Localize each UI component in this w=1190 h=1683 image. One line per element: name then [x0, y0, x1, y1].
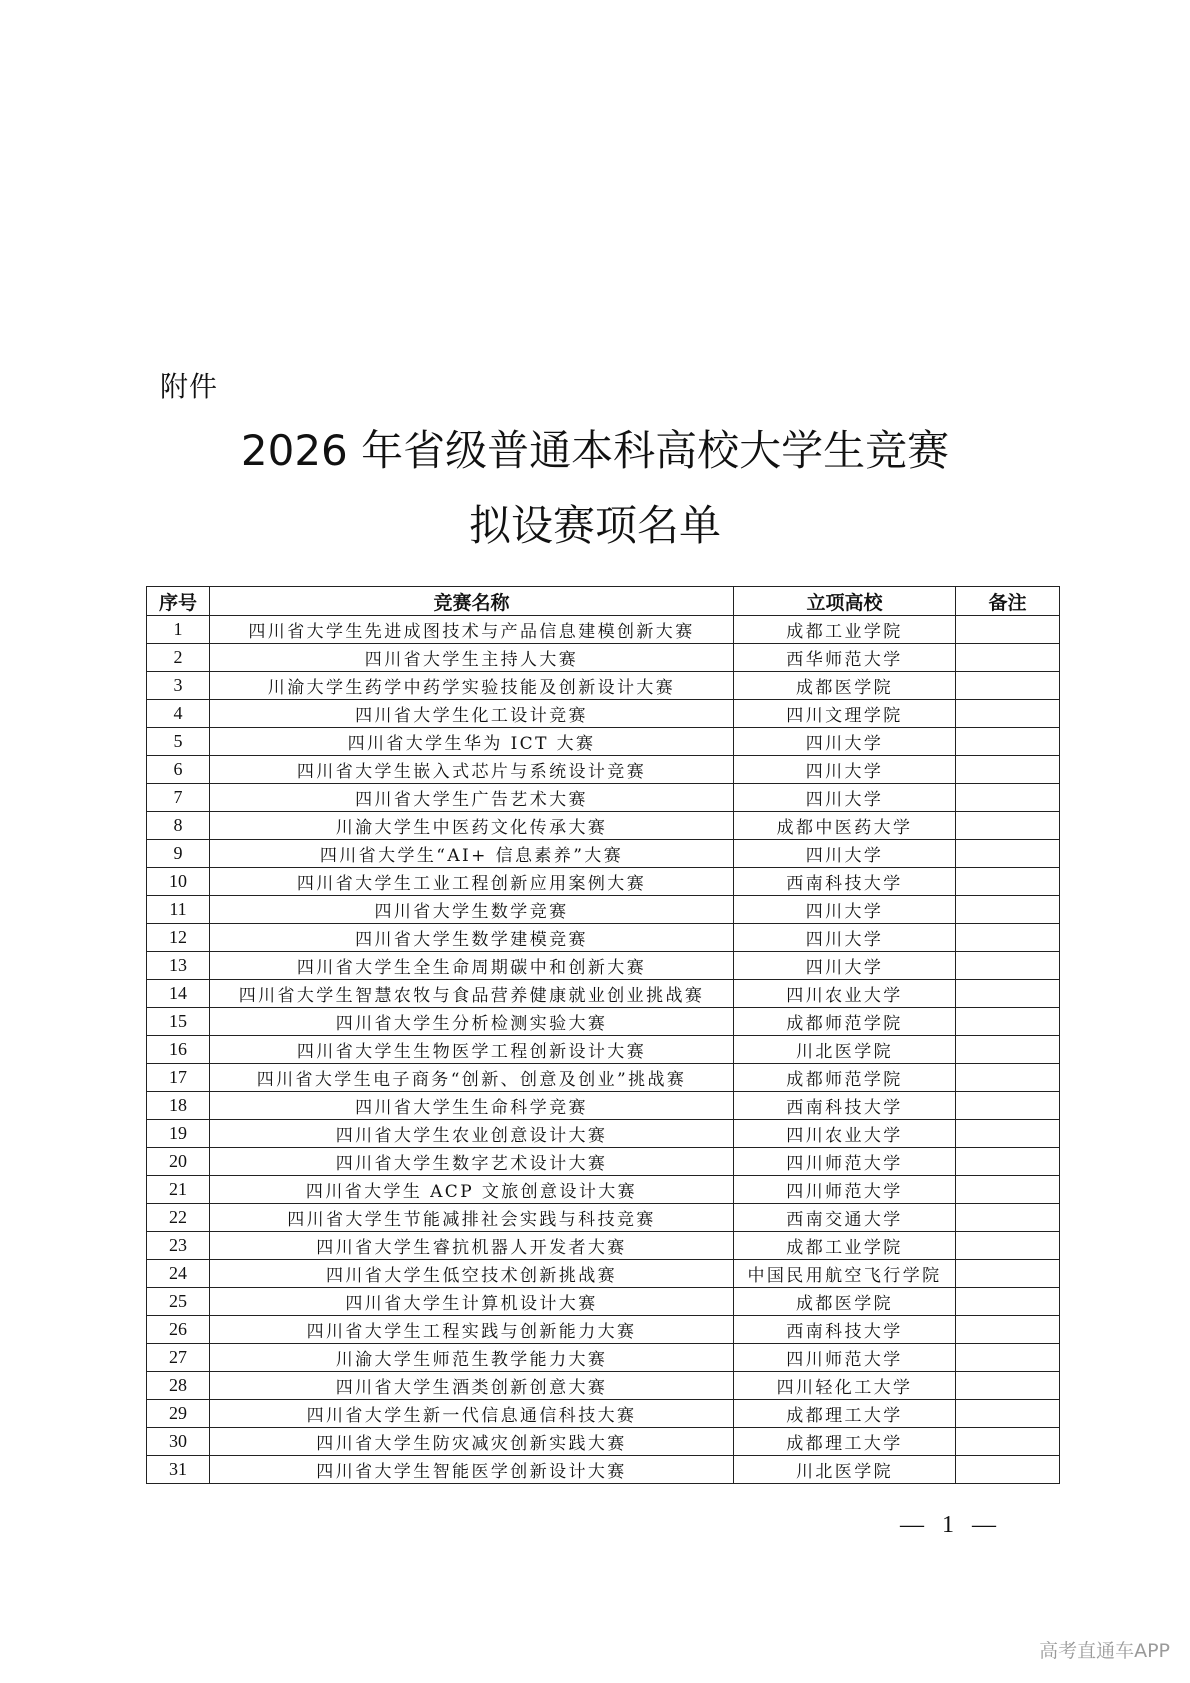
cell-name: 四川省大学生华为 ICT 大赛 — [210, 728, 734, 756]
cell-remark — [956, 840, 1060, 868]
cell-no: 31 — [147, 1456, 210, 1484]
cell-name: 四川省大学生生命科学竞赛 — [210, 1092, 734, 1120]
table-row — [147, 868, 1060, 896]
cell-remark — [956, 1260, 1060, 1288]
cell-school: 西南交通大学 — [734, 1204, 956, 1232]
cell-remark — [956, 1008, 1060, 1036]
table-row — [147, 980, 1060, 1008]
cell-no: 8 — [147, 812, 210, 840]
cell-remark — [956, 1428, 1060, 1456]
cell-name: 四川省大学生防灾减灾创新实践大赛 — [210, 1428, 734, 1456]
document-title-line-2: 拟设赛项名单 — [468, 501, 721, 550]
table-row — [147, 616, 1060, 644]
cell-school: 四川大学 — [734, 924, 956, 952]
cell-no: 12 — [147, 924, 210, 952]
table-row — [147, 812, 1060, 840]
table-header-row — [147, 587, 1060, 616]
cell-remark — [956, 1204, 1060, 1232]
cell-remark — [956, 756, 1060, 784]
cell-school: 成都理工大学 — [734, 1400, 956, 1428]
cell-no: 13 — [147, 952, 210, 980]
table-row — [147, 700, 1060, 728]
cell-no: 23 — [147, 1232, 210, 1260]
table-row — [147, 1008, 1060, 1036]
cell-school: 成都中医药大学 — [734, 812, 956, 840]
cell-name: 四川省大学生睿抗机器人开发者大赛 — [210, 1232, 734, 1260]
cell-school: 成都理工大学 — [734, 1428, 956, 1456]
cell-name: 四川省大学生节能减排社会实践与科技竞赛 — [210, 1204, 734, 1232]
cell-no: 2 — [147, 644, 210, 672]
table-row — [147, 1456, 1060, 1484]
cell-name: 川渝大学生药学中药学实验技能及创新设计大赛 — [210, 672, 734, 700]
cell-school: 成都医学院 — [734, 672, 956, 700]
cell-no: 14 — [147, 980, 210, 1008]
cell-name: 四川省大学生智慧农牧与食品营养健康就业创业挑战赛 — [210, 980, 734, 1008]
table-row — [147, 1372, 1060, 1400]
cell-name: 四川省大学生主持人大赛 — [210, 644, 734, 672]
cell-remark — [956, 1036, 1060, 1064]
cell-remark — [956, 868, 1060, 896]
cell-school: 成都工业学院 — [734, 616, 956, 644]
cell-no: 10 — [147, 868, 210, 896]
cell-school: 成都工业学院 — [734, 1232, 956, 1260]
cell-no: 29 — [147, 1400, 210, 1428]
cell-name: 四川省大学生先进成图技术与产品信息建模创新大赛 — [210, 616, 734, 644]
cell-name: 四川省大学生数学竞赛 — [210, 896, 734, 924]
cell-school: 中国民用航空飞行学院 — [734, 1260, 956, 1288]
cell-name: 四川省大学生 ACP 文旅创意设计大赛 — [210, 1176, 734, 1204]
table-row — [147, 1428, 1060, 1456]
table-row — [147, 1148, 1060, 1176]
document-title-line-1: 2026 年省级普通本科高校大学生竞赛 — [240, 426, 950, 475]
header-remark: 备注 — [956, 587, 1060, 616]
table-row — [147, 1232, 1060, 1260]
cell-no: 24 — [147, 1260, 210, 1288]
cell-remark — [956, 1456, 1060, 1484]
cell-no: 1 — [147, 616, 210, 644]
cell-no: 30 — [147, 1428, 210, 1456]
cell-no: 20 — [147, 1148, 210, 1176]
header-no: 序号 — [147, 587, 210, 616]
cell-school: 四川大学 — [734, 952, 956, 980]
table-row — [147, 1120, 1060, 1148]
cell-no: 6 — [147, 756, 210, 784]
cell-school: 西南科技大学 — [734, 1316, 956, 1344]
cell-name: 四川省大学生化工设计竞赛 — [210, 700, 734, 728]
table-row — [147, 1288, 1060, 1316]
cell-remark — [956, 1064, 1060, 1092]
attachment-label: 附件 — [160, 370, 219, 403]
cell-school: 四川轻化工大学 — [734, 1372, 956, 1400]
cell-name: 四川省大学生低空技术创新挑战赛 — [210, 1260, 734, 1288]
cell-remark — [956, 700, 1060, 728]
cell-remark — [956, 924, 1060, 952]
table-row — [147, 952, 1060, 980]
cell-no: 5 — [147, 728, 210, 756]
cell-no: 16 — [147, 1036, 210, 1064]
header-school: 立项高校 — [734, 587, 956, 616]
cell-school: 西南科技大学 — [734, 1092, 956, 1120]
cell-school: 四川大学 — [734, 840, 956, 868]
cell-no: 3 — [147, 672, 210, 700]
cell-remark — [956, 1092, 1060, 1120]
cell-school: 四川师范大学 — [734, 1176, 956, 1204]
cell-school: 成都师范学院 — [734, 1008, 956, 1036]
cell-name: 四川省大学生农业创意设计大赛 — [210, 1120, 734, 1148]
table-row — [147, 896, 1060, 924]
cell-school: 四川文理学院 — [734, 700, 956, 728]
cell-school: 四川农业大学 — [734, 1120, 956, 1148]
cell-name: 川渝大学生师范生教学能力大赛 — [210, 1344, 734, 1372]
table-row — [147, 1036, 1060, 1064]
table-body — [147, 616, 1060, 1484]
table-row — [147, 784, 1060, 812]
cell-school: 四川师范大学 — [734, 1344, 956, 1372]
cell-no: 26 — [147, 1316, 210, 1344]
cell-school: 川北医学院 — [734, 1036, 956, 1064]
cell-no: 17 — [147, 1064, 210, 1092]
cell-name: 四川省大学生智能医学创新设计大赛 — [210, 1456, 734, 1484]
cell-school: 西南科技大学 — [734, 868, 956, 896]
cell-name: 四川省大学生全生命周期碳中和创新大赛 — [210, 952, 734, 980]
cell-no: 19 — [147, 1120, 210, 1148]
cell-school: 四川师范大学 — [734, 1148, 956, 1176]
cell-name: 四川省大学生新一代信息通信科技大赛 — [210, 1400, 734, 1428]
header-name: 竞赛名称 — [210, 587, 734, 616]
cell-no: 28 — [147, 1372, 210, 1400]
cell-remark — [956, 812, 1060, 840]
cell-no: 4 — [147, 700, 210, 728]
cell-remark — [956, 1344, 1060, 1372]
table-row — [147, 1064, 1060, 1092]
cell-school: 四川大学 — [734, 728, 956, 756]
cell-remark — [956, 952, 1060, 980]
cell-school: 四川大学 — [734, 784, 956, 812]
cell-remark — [956, 896, 1060, 924]
cell-no: 15 — [147, 1008, 210, 1036]
table-row — [147, 1204, 1060, 1232]
cell-remark — [956, 1400, 1060, 1428]
watermark: 高考直通车APP — [1039, 1640, 1170, 1662]
cell-remark — [956, 1232, 1060, 1260]
cell-remark — [956, 616, 1060, 644]
table-row — [147, 644, 1060, 672]
cell-name: 四川省大学生工程实践与创新能力大赛 — [210, 1316, 734, 1344]
cell-name: 四川省大学生“AI+ 信息素养”大赛 — [210, 840, 734, 868]
cell-remark — [956, 1316, 1060, 1344]
table-row — [147, 756, 1060, 784]
cell-remark — [956, 672, 1060, 700]
cell-name: 四川省大学生分析检测实验大赛 — [210, 1008, 734, 1036]
table-row — [147, 728, 1060, 756]
cell-no: 27 — [147, 1344, 210, 1372]
cell-remark — [956, 1288, 1060, 1316]
cell-school: 成都医学院 — [734, 1288, 956, 1316]
cell-no: 9 — [147, 840, 210, 868]
cell-remark — [956, 1120, 1060, 1148]
competition-table — [146, 586, 1060, 1484]
table-row — [147, 924, 1060, 952]
cell-remark — [956, 1372, 1060, 1400]
cell-school: 西华师范大学 — [734, 644, 956, 672]
cell-school: 四川农业大学 — [734, 980, 956, 1008]
cell-no: 7 — [147, 784, 210, 812]
cell-remark — [956, 1176, 1060, 1204]
cell-no: 25 — [147, 1288, 210, 1316]
cell-school: 成都师范学院 — [734, 1064, 956, 1092]
table-row — [147, 1260, 1060, 1288]
cell-name: 四川省大学生生物医学工程创新设计大赛 — [210, 1036, 734, 1064]
cell-no: 22 — [147, 1204, 210, 1232]
cell-no: 21 — [147, 1176, 210, 1204]
cell-remark — [956, 1148, 1060, 1176]
table-row — [147, 1176, 1060, 1204]
cell-name: 川渝大学生中医药文化传承大赛 — [210, 812, 734, 840]
cell-name: 四川省大学生酒类创新创意大赛 — [210, 1372, 734, 1400]
cell-school: 四川大学 — [734, 756, 956, 784]
cell-name: 四川省大学生数字艺术设计大赛 — [210, 1148, 734, 1176]
cell-name: 四川省大学生广告艺术大赛 — [210, 784, 734, 812]
cell-remark — [956, 728, 1060, 756]
table-row — [147, 1092, 1060, 1120]
table-row — [147, 840, 1060, 868]
cell-name: 四川省大学生数学建模竞赛 — [210, 924, 734, 952]
cell-remark — [956, 784, 1060, 812]
cell-no: 18 — [147, 1092, 210, 1120]
table-row — [147, 1344, 1060, 1372]
page-number: — 1 — — [900, 1512, 1002, 1538]
cell-remark — [956, 980, 1060, 1008]
cell-name: 四川省大学生嵌入式芯片与系统设计竞赛 — [210, 756, 734, 784]
cell-name: 四川省大学生工业工程创新应用案例大赛 — [210, 868, 734, 896]
table-row — [147, 1400, 1060, 1428]
cell-name: 四川省大学生计算机设计大赛 — [210, 1288, 734, 1316]
cell-name: 四川省大学生电子商务“创新、创意及创业”挑战赛 — [210, 1064, 734, 1092]
table-row — [147, 672, 1060, 700]
cell-remark — [956, 644, 1060, 672]
table-row — [147, 1316, 1060, 1344]
cell-school: 四川大学 — [734, 896, 956, 924]
cell-school: 川北医学院 — [734, 1456, 956, 1484]
cell-no: 11 — [147, 896, 210, 924]
